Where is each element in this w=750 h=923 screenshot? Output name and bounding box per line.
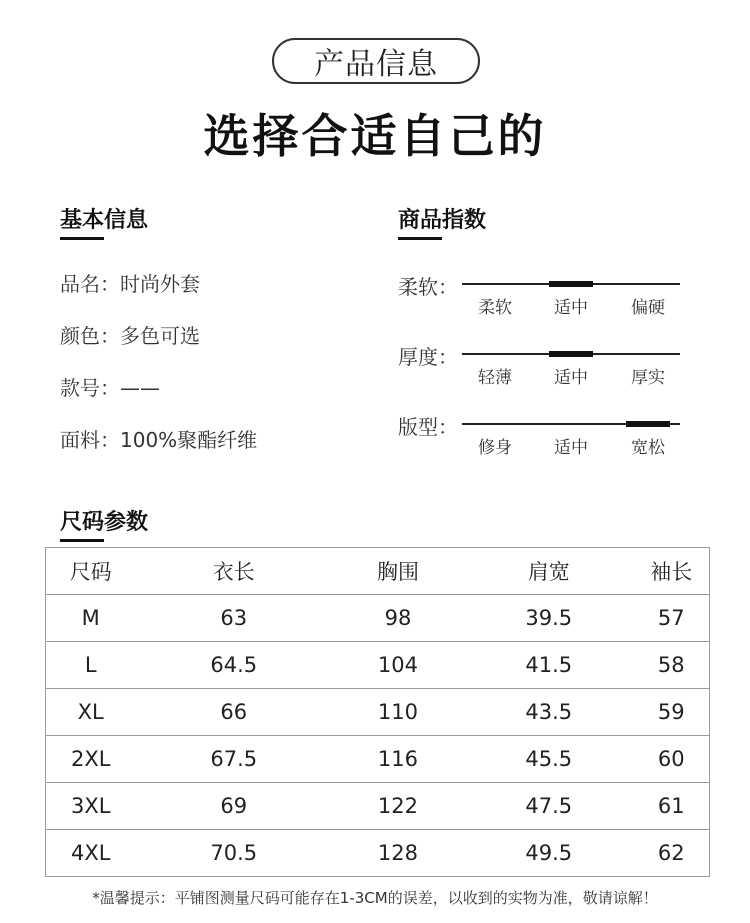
- basic-info-row: [60, 424, 257, 453]
- index-option: 宽松: [631, 438, 665, 458]
- table-cell: 39.5: [464, 595, 634, 642]
- measurement-note: *温馨提示：平铺图测量尺码可能存在1-3CM的误差，以收到的实物为准，敬请谅解！: [92, 889, 658, 907]
- title-underline: [60, 237, 104, 240]
- index-label: 版型：: [398, 415, 458, 439]
- index-option: 柔软: [478, 298, 512, 318]
- basic-info-label: 颜色：: [60, 324, 120, 348]
- title-underline: [60, 539, 104, 542]
- size-table-header: 尺码: [46, 548, 136, 595]
- table-cell: L: [46, 642, 136, 689]
- table-cell: 67.5: [135, 736, 332, 783]
- table-cell: 49.5: [464, 830, 634, 877]
- table-cell: 110: [332, 689, 464, 736]
- table-cell: 4XL: [46, 830, 136, 877]
- basic-info-row: [60, 320, 200, 349]
- basic-info-row: [60, 372, 160, 401]
- basic-info-label: 面料：: [60, 428, 120, 452]
- index-option: 适中: [554, 368, 588, 388]
- size-table-header: 袖长: [634, 548, 710, 595]
- index-label: 柔软：: [398, 275, 458, 299]
- table-cell: 104: [332, 642, 464, 689]
- table-row: [46, 830, 710, 877]
- table-row: [46, 736, 710, 783]
- table-cell: 2XL: [46, 736, 136, 783]
- table-cell: 64.5: [135, 642, 332, 689]
- table-cell: 3XL: [46, 783, 136, 830]
- size-table-header: 衣长: [135, 548, 332, 595]
- index-label: 厚度：: [398, 345, 458, 369]
- index-option: 轻薄: [478, 368, 512, 388]
- product-index-title: 商品指数: [398, 203, 486, 234]
- table-row: [46, 595, 710, 642]
- table-cell: 57: [634, 595, 710, 642]
- table-cell: 69: [135, 783, 332, 830]
- table-cell: 58: [634, 642, 710, 689]
- size-table: [45, 547, 710, 877]
- table-cell: 116: [332, 736, 464, 783]
- title-underline: [398, 237, 442, 240]
- table-cell: 41.5: [464, 642, 634, 689]
- index-option: 厚实: [631, 368, 665, 388]
- table-cell: M: [46, 595, 136, 642]
- table-cell: 60: [634, 736, 710, 783]
- index-level-marker: [549, 351, 593, 357]
- size-table-header-row: [46, 548, 710, 595]
- table-cell: 45.5: [464, 736, 634, 783]
- index-option: 适中: [554, 438, 588, 458]
- table-cell: 122: [332, 783, 464, 830]
- basic-info-value: ——: [120, 376, 160, 400]
- table-cell: 98: [332, 595, 464, 642]
- basic-info-value: 100%聚酯纤维: [120, 428, 258, 452]
- table-row: [46, 689, 710, 736]
- basic-info-row: [60, 268, 200, 297]
- basic-info-label: 款号：: [60, 376, 120, 400]
- table-row: [46, 642, 710, 689]
- basic-info-value: 时尚外套: [120, 272, 200, 296]
- table-cell: 59: [634, 689, 710, 736]
- basic-info-title: 基本信息: [60, 203, 148, 234]
- table-cell: 63: [135, 595, 332, 642]
- index-option: 适中: [554, 298, 588, 318]
- index-option: 偏硬: [631, 298, 665, 318]
- page-headline: 选择合适自己的: [203, 109, 547, 163]
- index-level-marker: [549, 281, 593, 287]
- table-cell: 128: [332, 830, 464, 877]
- table-cell: 61: [634, 783, 710, 830]
- table-cell: XL: [46, 689, 136, 736]
- table-cell: 62: [634, 830, 710, 877]
- size-params-title: 尺码参数: [60, 505, 148, 536]
- size-table-header: 肩宽: [464, 548, 634, 595]
- table-cell: 47.5: [464, 783, 634, 830]
- size-table-header: 胸围: [332, 548, 464, 595]
- section-pill: 产品信息: [272, 38, 480, 84]
- table-cell: 43.5: [464, 689, 634, 736]
- table-row: [46, 783, 710, 830]
- table-cell: 70.5: [135, 830, 332, 877]
- index-level-marker: [626, 421, 670, 427]
- index-option: 修身: [478, 438, 512, 458]
- basic-info-label: 品名：: [60, 272, 120, 296]
- basic-info-value: 多色可选: [120, 324, 200, 348]
- table-cell: 66: [135, 689, 332, 736]
